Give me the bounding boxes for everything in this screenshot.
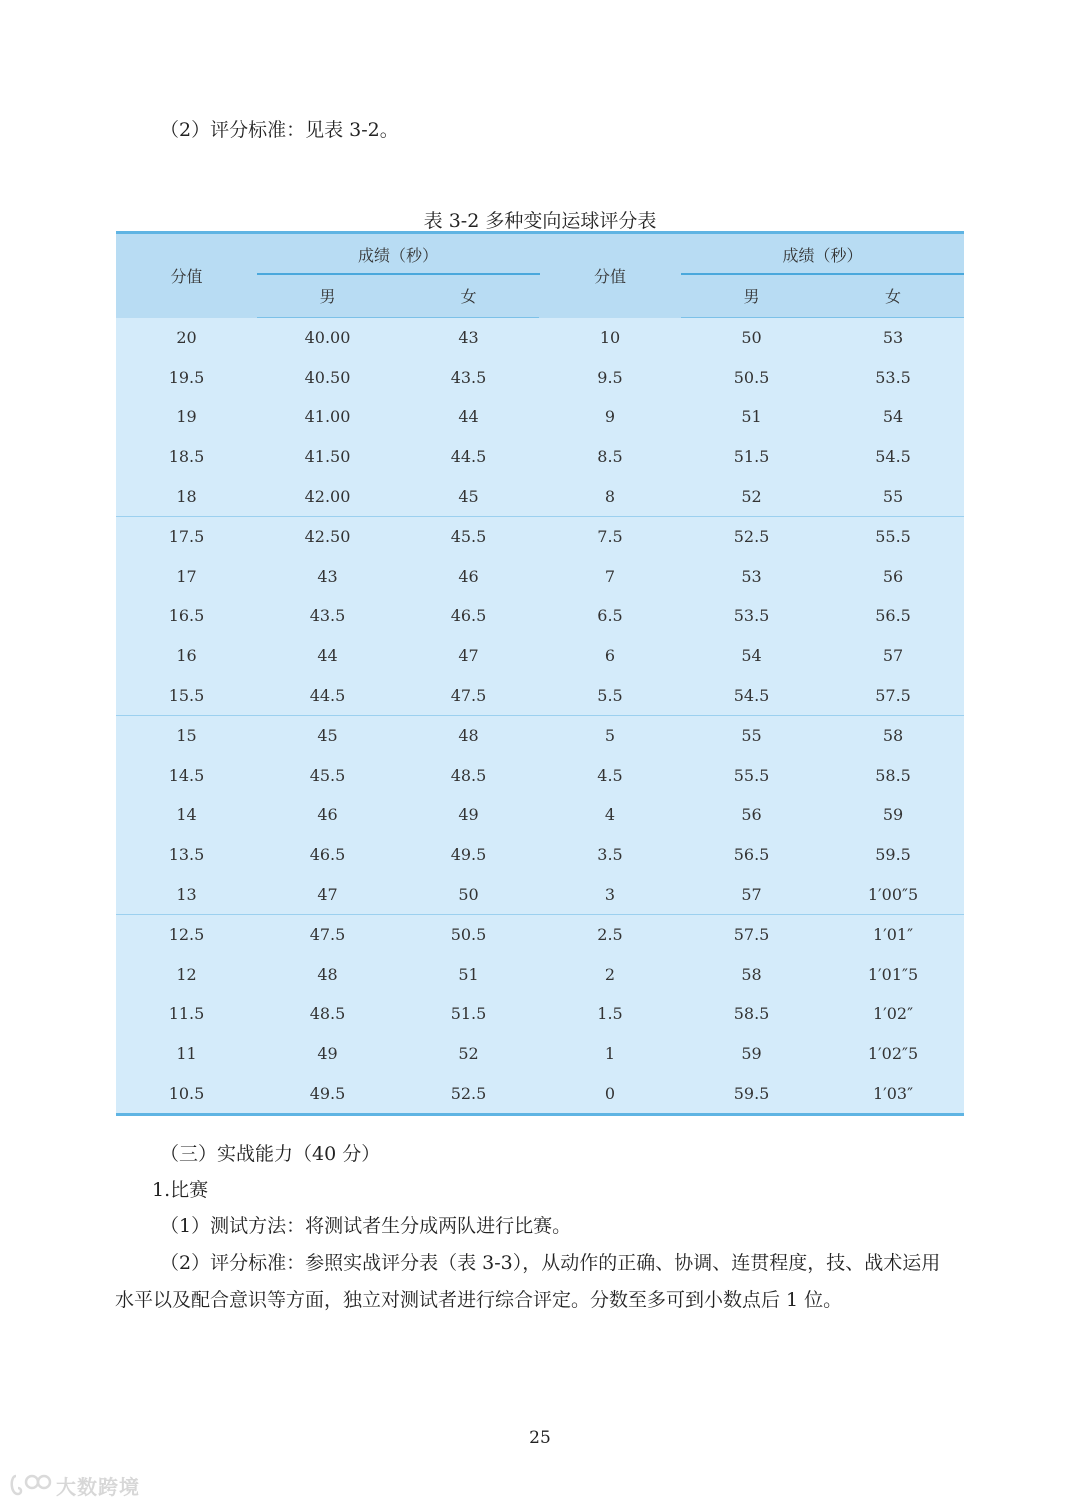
table-cell: 52 — [458, 1043, 479, 1063]
table-row — [116, 756, 964, 796]
female-header-right: 女 — [822, 274, 964, 318]
criteria-paragraph-line2: 水平以及配合意识等方面，独立对测试者进行综合评定。分数至多可到小数点后 1 位。 — [115, 1289, 843, 1311]
table-cell: 2.5 — [597, 925, 623, 945]
table-cell: 56 — [882, 566, 904, 586]
table-cell: 10.5 — [116, 1073, 257, 1114]
table-cell: 41.00 — [304, 407, 351, 427]
table-cell: 52 — [681, 476, 822, 516]
table-cell: 2 — [604, 964, 616, 984]
table-cell: 3.5 — [597, 845, 623, 865]
table-row — [116, 795, 964, 835]
table-cell: 51.5 — [450, 1004, 487, 1024]
result-header-left: 成绩（秒） — [257, 233, 539, 275]
table-cell: 14 — [176, 805, 197, 825]
table-cell: 45.5 — [450, 527, 487, 547]
table-cell: 47.5 — [398, 675, 539, 715]
table-cell: 46.5 — [450, 606, 487, 626]
table-cell: 55.5 — [733, 765, 770, 785]
table-cell: 43.5 — [450, 367, 487, 387]
table-row — [116, 476, 964, 516]
table-row — [116, 955, 964, 995]
table-row — [116, 596, 964, 636]
table-cell: 45 — [398, 476, 539, 516]
table-cell: 50 — [398, 874, 539, 914]
table-cell: 15 — [176, 726, 197, 746]
table-cell: 8 — [539, 476, 681, 516]
female-header-left: 女 — [398, 274, 539, 318]
table-cell: 51.5 — [733, 447, 770, 467]
table-cell: 12 — [176, 964, 197, 984]
male-header-left: 男 — [257, 274, 398, 318]
table-cell: 6 — [604, 646, 616, 666]
table-cell: 57.5 — [733, 925, 770, 945]
table-cell: 0 — [539, 1073, 681, 1114]
item-heading: 1.比赛 — [152, 1179, 209, 1201]
table-cell: 44 — [317, 646, 338, 666]
table-cell: 46.5 — [309, 845, 346, 865]
table-cell: 51 — [458, 964, 479, 984]
table-cell: 8.5 — [597, 447, 623, 467]
table-row — [116, 437, 964, 477]
table-cell: 3 — [539, 874, 681, 914]
table-cell: 12.5 — [168, 925, 205, 945]
table-cell: 57 — [681, 874, 822, 914]
table-cell: 43.5 — [309, 606, 346, 626]
watermark-logo-icon — [8, 1472, 52, 1498]
table-cell: 53.5 — [733, 606, 770, 626]
table-cell: 51 — [741, 407, 762, 427]
table-cell: 19.5 — [168, 367, 205, 387]
table-cell: 46 — [458, 566, 479, 586]
table-cell: 1′00″5 — [822, 874, 964, 914]
table-cell: 56.5 — [875, 606, 911, 626]
table-cell: 7 — [604, 566, 616, 586]
table-cell: 58.5 — [733, 1004, 770, 1024]
table-cell: 40.50 — [304, 367, 351, 387]
table-row — [116, 914, 964, 954]
table-row — [116, 835, 964, 875]
table-cell: 42.50 — [304, 527, 351, 547]
male-header-right: 男 — [681, 274, 822, 318]
table-cell: 53 — [882, 328, 904, 348]
table-cell: 5.5 — [539, 675, 681, 715]
table-cell: 52.5 — [398, 1073, 539, 1114]
table-cell: 18 — [116, 476, 257, 516]
table-cell: 58 — [882, 726, 904, 746]
table-body — [116, 318, 964, 1115]
table-row — [116, 358, 964, 398]
table-cell: 41.50 — [304, 447, 351, 467]
table-row — [116, 1034, 964, 1074]
table-cell: 5 — [604, 726, 616, 746]
table-caption: 表 3-2 多种变向运球评分表 — [423, 210, 657, 232]
table-cell: 1′02″5 — [867, 1043, 919, 1063]
table-row — [116, 1073, 964, 1114]
criteria-paragraph-line1: （2）评分标准：参照实战评分表（表 3-3），从动作的正确、协调、连贯程度，技、战术运用 — [160, 1252, 941, 1274]
table-cell: 42.00 — [257, 476, 398, 516]
table-cell: 48.5 — [450, 765, 487, 785]
table-cell: 4 — [604, 805, 616, 825]
watermark — [8, 1470, 140, 1500]
table-cell: 13 — [116, 874, 257, 914]
table-cell: 59 — [882, 805, 904, 825]
table-row — [116, 557, 964, 597]
table-cell: 43 — [458, 328, 479, 348]
table-row — [116, 994, 964, 1034]
table-cell: 56.5 — [733, 845, 770, 865]
table-cell: 52.5 — [733, 527, 770, 547]
table-cell: 6.5 — [597, 606, 623, 626]
table-cell: 47 — [257, 874, 398, 914]
table-cell: 50.5 — [733, 367, 770, 387]
table-cell: 40.00 — [304, 328, 351, 348]
table-cell: 1′01″5 — [867, 964, 919, 984]
table-cell: 53.5 — [875, 367, 911, 387]
table-cell: 7.5 — [597, 527, 623, 547]
watermark-text: 大数跨境 — [56, 1474, 140, 1499]
table-cell: 54 — [741, 646, 762, 666]
table-cell: 44.5 — [450, 447, 487, 467]
table-cell: 50.5 — [450, 925, 487, 945]
table-cell: 15.5 — [116, 675, 257, 715]
result-header-right: 成绩（秒） — [681, 233, 964, 275]
table-row — [116, 318, 964, 358]
table-header-row — [116, 233, 964, 275]
table-cell: 19 — [176, 407, 197, 427]
table-cell: 59.5 — [875, 845, 911, 865]
table-cell: 11 — [176, 1043, 197, 1063]
table-cell: 1′01″ — [872, 925, 914, 945]
table-cell: 9 — [604, 407, 616, 427]
table-row — [116, 715, 964, 755]
table-cell: 54.5 — [681, 675, 822, 715]
table-cell: 1′02″ — [872, 1004, 914, 1024]
score-header-right: 分值 — [594, 267, 627, 287]
table-cell: 44.5 — [257, 675, 398, 715]
table-cell: 10 — [599, 328, 621, 348]
table-row — [116, 516, 964, 556]
table-cell: 14.5 — [168, 765, 205, 785]
method-paragraph: （1）测试方法：将测试者生分成两队进行比赛。 — [160, 1215, 572, 1237]
table-cell: 55 — [822, 476, 964, 516]
table-cell: 45 — [317, 726, 338, 746]
table-cell: 53 — [741, 566, 762, 586]
table-cell: 16.5 — [168, 606, 205, 626]
table-row — [116, 636, 964, 676]
table-cell: 20 — [176, 328, 197, 348]
table-cell: 55 — [741, 726, 762, 746]
table-cell: 48 — [458, 726, 479, 746]
table-cell: 18.5 — [168, 447, 205, 467]
table-row — [116, 874, 964, 914]
table-cell: 43 — [317, 566, 338, 586]
table-cell: 13.5 — [168, 845, 205, 865]
table-cell: 47 — [458, 646, 479, 666]
table-cell: 17 — [176, 566, 197, 586]
table-cell: 48.5 — [309, 1004, 346, 1024]
table-cell: 4.5 — [597, 765, 623, 785]
table-cell: 49.5 — [257, 1073, 398, 1114]
table-cell: 9.5 — [597, 367, 623, 387]
table-cell: 49 — [317, 1043, 338, 1063]
table-cell: 54.5 — [875, 447, 911, 467]
table-cell: 17.5 — [168, 527, 205, 547]
table-cell: 50 — [741, 328, 762, 348]
table-cell: 48 — [317, 964, 338, 984]
table-cell: 11.5 — [168, 1004, 205, 1024]
table-cell: 1′03″ — [822, 1073, 964, 1114]
table-cell: 57.5 — [822, 675, 964, 715]
table-cell: 55.5 — [875, 527, 911, 547]
table-cell: 54 — [882, 407, 904, 427]
table-cell: 58.5 — [875, 765, 911, 785]
table-cell: 46 — [317, 805, 338, 825]
table-cell: 47.5 — [309, 925, 346, 945]
table-row — [116, 397, 964, 437]
intro-paragraph: （2）评分标准：见表 3-2。 — [160, 119, 399, 141]
table-cell: 45.5 — [309, 765, 346, 785]
table-cell: 56 — [741, 805, 762, 825]
table-cell: 16 — [176, 646, 197, 666]
scoring-table — [116, 231, 964, 1116]
section-heading: （三）实战能力（40 分） — [160, 1143, 381, 1165]
table-row — [116, 675, 964, 715]
table-cell: 1.5 — [597, 1004, 623, 1024]
table-cell: 49 — [458, 805, 479, 825]
table-cell: 59 — [741, 1043, 762, 1063]
page-number: 25 — [529, 1428, 551, 1448]
table-cell: 49.5 — [450, 845, 487, 865]
table-cell: 1 — [604, 1043, 616, 1063]
score-header-left: 分值 — [170, 267, 203, 287]
table-cell: 57 — [882, 646, 904, 666]
table-cell: 44 — [458, 407, 479, 427]
table-cell: 58 — [741, 964, 762, 984]
table-cell: 59.5 — [681, 1073, 822, 1114]
